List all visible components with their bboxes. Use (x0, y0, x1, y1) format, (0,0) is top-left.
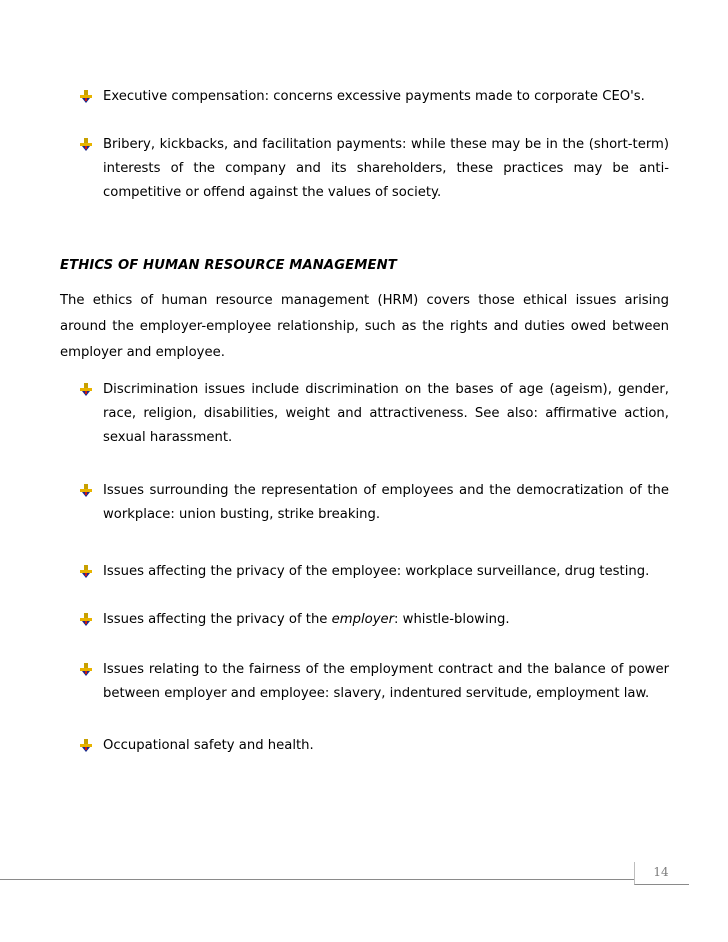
bullet-text (103, 608, 669, 632)
arrow-down-bullet-icon (80, 739, 92, 753)
page-number: 14 (653, 865, 669, 879)
bullet-text: Executive compensation: concerns excessive payments made to corporate CEO's. (103, 89, 645, 104)
bullet-text: Occupational safety and health. (103, 738, 314, 753)
bullet-text-after: : whistle-blowing. (394, 612, 510, 627)
arrow-down-bullet-icon (80, 138, 92, 152)
arrow-down-bullet-icon (80, 383, 92, 397)
arrow-down-bullet-icon (80, 663, 92, 677)
bullet-text-emphasis: employer (331, 612, 395, 627)
bullet-text-before: Issues affecting the privacy of the (103, 612, 332, 627)
section-paragraph: The ethics of human resource management (HRM) covers those ethical issues arising around the employer-employee relationship, such as the rights and duties owed between employer and employee. (60, 293, 669, 360)
bullet-text: Bribery, kickbacks, and facilitation payments: while these may be in the (short-term) interests of the company and its shareholders, these practices may be anti-competitive or offend against the values of society. (103, 137, 669, 200)
section-heading: ETHICS OF HUMAN RESOURCE MANAGEMENT (60, 258, 397, 273)
arrow-down-bullet-icon (80, 90, 92, 104)
bullet-text: Discrimination issues include discrimination on the bases of age (ageism), gender, race, religion, disabilities, weight and attractiveness. See also: affirmative action, sexual harassment. (103, 382, 669, 445)
arrow-down-bullet-icon (80, 565, 92, 579)
arrow-down-bullet-icon (80, 484, 92, 498)
footer-divider (0, 879, 634, 880)
arrow-down-bullet-icon (80, 613, 92, 627)
bullet-text: Issues relating to the fairness of the employment contract and the balance of power between employer and employee: slavery, indentured servitude, employment law. (103, 662, 669, 701)
bullet-text: Issues surrounding the representation of employees and the democratization of the workplace: union busting, strike breaking. (103, 483, 669, 522)
bullet-text: Issues affecting the privacy of the employee: workplace surveillance, drug testing. (103, 564, 650, 579)
